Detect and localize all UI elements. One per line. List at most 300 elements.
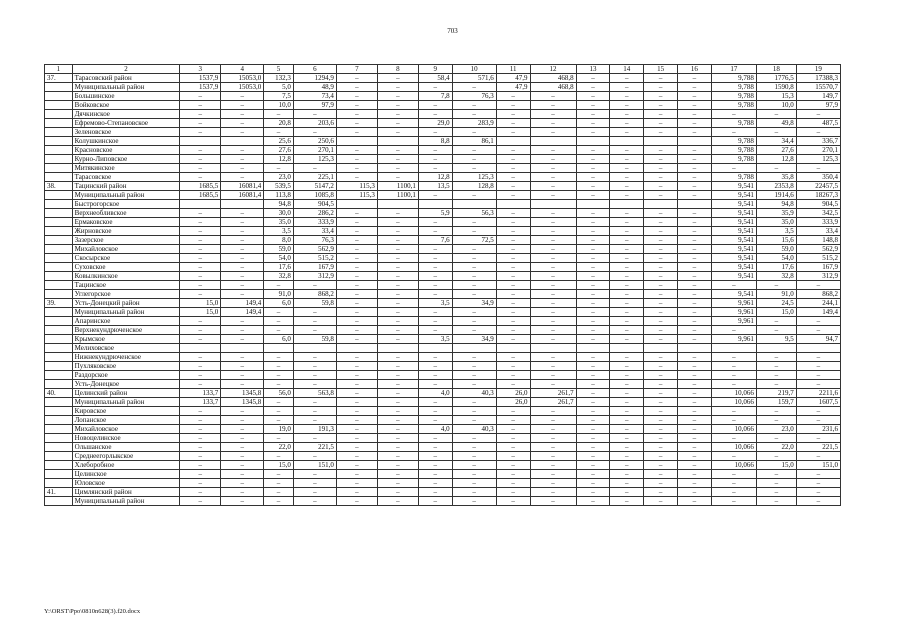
- value-cell: 23,0: [756, 425, 796, 434]
- row-name-cell: Войковское: [72, 101, 180, 110]
- value-cell: 149,4: [796, 308, 840, 317]
- value-cell: 10,066: [711, 461, 756, 470]
- table-row: [45, 299, 841, 308]
- row-name-cell: Дячкинское: [72, 110, 180, 119]
- row-number-cell: [45, 119, 73, 128]
- value-cell: 9,961: [711, 317, 756, 326]
- value-cell: 159,7: [756, 398, 796, 407]
- value-cell: –: [496, 290, 530, 299]
- value-cell: –: [336, 83, 377, 92]
- value-cell: –: [711, 371, 756, 380]
- value-cell: –: [377, 353, 418, 362]
- row-name-cell: Нижнекундрюченское: [72, 353, 180, 362]
- value-cell: [336, 200, 377, 209]
- value-cell: –: [711, 110, 756, 119]
- row-number-cell: [45, 272, 73, 281]
- value-cell: –: [496, 182, 530, 191]
- value-cell: –: [293, 371, 336, 380]
- row-number-cell: [45, 353, 73, 362]
- value-cell: 125,3: [796, 155, 840, 164]
- value-cell: –: [711, 380, 756, 389]
- value-cell: –: [180, 245, 221, 254]
- value-cell: –: [377, 263, 418, 272]
- value-cell: –: [576, 479, 610, 488]
- column-header: 13: [576, 65, 610, 74]
- value-cell: –: [377, 389, 418, 398]
- value-cell: –: [756, 164, 796, 173]
- value-cell: –: [756, 353, 796, 362]
- table-row: [45, 335, 841, 344]
- value-cell: –: [452, 290, 496, 299]
- row-name-cell: Митякинское: [72, 164, 180, 173]
- value-cell: –: [496, 263, 530, 272]
- value-cell: –: [644, 272, 678, 281]
- value-cell: 33,4: [796, 227, 840, 236]
- value-cell: –: [576, 128, 610, 137]
- value-cell: –: [711, 407, 756, 416]
- value-cell: 312,9: [796, 272, 840, 281]
- value-cell: –: [336, 470, 377, 479]
- value-cell: –: [796, 488, 840, 497]
- value-cell: –: [530, 416, 576, 425]
- value-cell: –: [221, 236, 264, 245]
- value-cell: –: [377, 461, 418, 470]
- value-cell: 115,3: [336, 191, 377, 200]
- value-cell: 167,9: [796, 263, 840, 272]
- value-cell: –: [610, 92, 644, 101]
- value-cell: –: [293, 353, 336, 362]
- value-cell: –: [576, 281, 610, 290]
- value-cell: –: [452, 380, 496, 389]
- value-cell: –: [496, 209, 530, 218]
- value-cell: 54,0: [264, 254, 294, 263]
- value-cell: 26,0: [496, 398, 530, 407]
- value-cell: –: [496, 164, 530, 173]
- value-cell: –: [293, 326, 336, 335]
- value-cell: –: [610, 227, 644, 236]
- row-name-cell: Муниципальный район: [72, 83, 180, 92]
- value-cell: 17,6: [756, 263, 796, 272]
- table-row: [45, 353, 841, 362]
- row-name-cell: Верхнеобливское: [72, 209, 180, 218]
- value-cell: –: [293, 164, 336, 173]
- value-cell: –: [576, 209, 610, 218]
- value-cell: –: [796, 479, 840, 488]
- value-cell: –: [221, 254, 264, 263]
- value-cell: –: [452, 110, 496, 119]
- value-cell: –: [452, 326, 496, 335]
- value-cell: –: [576, 236, 610, 245]
- value-cell: –: [610, 434, 644, 443]
- value-cell: –: [644, 254, 678, 263]
- value-cell: –: [610, 155, 644, 164]
- value-cell: –: [677, 83, 711, 92]
- value-cell: –: [264, 398, 294, 407]
- value-cell: 562,9: [293, 245, 336, 254]
- value-cell: –: [711, 497, 756, 506]
- value-cell: 286,2: [293, 209, 336, 218]
- value-cell: –: [576, 371, 610, 380]
- value-cell: 73,4: [293, 92, 336, 101]
- value-cell: 91,0: [264, 290, 294, 299]
- value-cell: –: [644, 83, 678, 92]
- value-cell: –: [180, 263, 221, 272]
- table-row: [45, 281, 841, 290]
- value-cell: –: [293, 434, 336, 443]
- value-cell: –: [180, 326, 221, 335]
- value-cell: 515,2: [293, 254, 336, 263]
- value-cell: 12,8: [418, 173, 452, 182]
- value-cell: –: [610, 380, 644, 389]
- value-cell: 3,5: [418, 335, 452, 344]
- value-cell: –: [377, 101, 418, 110]
- value-cell: –: [576, 227, 610, 236]
- value-cell: –: [576, 398, 610, 407]
- value-cell: 312,9: [293, 272, 336, 281]
- value-cell: 59,8: [293, 299, 336, 308]
- value-cell: –: [452, 83, 496, 92]
- value-cell: –: [576, 92, 610, 101]
- value-cell: 15053,0: [221, 74, 264, 83]
- value-cell: 191,3: [293, 425, 336, 434]
- value-cell: –: [677, 425, 711, 434]
- row-name-cell: Ковылкинское: [72, 272, 180, 281]
- value-cell: –: [377, 362, 418, 371]
- value-cell: –: [377, 425, 418, 434]
- value-cell: 29,0: [418, 119, 452, 128]
- value-cell: –: [293, 407, 336, 416]
- value-cell: –: [796, 434, 840, 443]
- table-row: [45, 146, 841, 155]
- value-cell: –: [418, 101, 452, 110]
- value-cell: –: [452, 128, 496, 137]
- value-cell: –: [180, 497, 221, 506]
- value-cell: 4,0: [418, 389, 452, 398]
- value-cell: –: [452, 416, 496, 425]
- value-cell: –: [377, 380, 418, 389]
- value-cell: –: [610, 101, 644, 110]
- value-cell: –: [610, 317, 644, 326]
- value-cell: –: [264, 308, 294, 317]
- row-number-cell: [45, 290, 73, 299]
- value-cell: –: [293, 110, 336, 119]
- value-cell: [530, 200, 576, 209]
- value-cell: –: [496, 335, 530, 344]
- value-cell: –: [418, 353, 452, 362]
- value-cell: –: [610, 281, 644, 290]
- value-cell: –: [644, 191, 678, 200]
- table-row: [45, 272, 841, 281]
- value-cell: 48,9: [293, 83, 336, 92]
- column-header: 9: [418, 65, 452, 74]
- table-row: [45, 200, 841, 209]
- value-cell: –: [576, 164, 610, 173]
- row-name-cell: Кировское: [72, 407, 180, 416]
- value-cell: –: [530, 380, 576, 389]
- value-cell: –: [677, 236, 711, 245]
- value-cell: –: [796, 416, 840, 425]
- value-cell: 1685,5: [180, 191, 221, 200]
- value-cell: –: [530, 290, 576, 299]
- value-cell: –: [336, 155, 377, 164]
- value-cell: –: [336, 389, 377, 398]
- value-cell: –: [576, 326, 610, 335]
- row-name-cell: Мелиховское: [72, 344, 180, 353]
- value-cell: –: [576, 146, 610, 155]
- value-cell: –: [496, 155, 530, 164]
- value-cell: 12,8: [264, 155, 294, 164]
- column-header: 6: [293, 65, 336, 74]
- value-cell: 9,788: [711, 101, 756, 110]
- value-cell: –: [677, 416, 711, 425]
- value-cell: –: [677, 146, 711, 155]
- value-cell: –: [644, 416, 678, 425]
- value-cell: 115,3: [336, 182, 377, 191]
- row-name-cell: Суховское: [72, 263, 180, 272]
- value-cell: 250,6: [293, 137, 336, 146]
- value-cell: [677, 344, 711, 353]
- value-cell: 342,5: [796, 209, 840, 218]
- value-cell: –: [221, 245, 264, 254]
- value-cell: –: [610, 362, 644, 371]
- value-cell: –: [496, 146, 530, 155]
- value-cell: –: [452, 317, 496, 326]
- value-cell: –: [264, 488, 294, 497]
- row-number-cell: [45, 317, 73, 326]
- value-cell: 7,6: [418, 236, 452, 245]
- value-cell: 2211,6: [796, 389, 840, 398]
- value-cell: –: [452, 443, 496, 452]
- value-cell: –: [610, 209, 644, 218]
- value-cell: –: [221, 101, 264, 110]
- value-cell: –: [377, 290, 418, 299]
- value-cell: –: [576, 173, 610, 182]
- row-number-cell: [45, 398, 73, 407]
- value-cell: –: [336, 299, 377, 308]
- value-cell: –: [264, 470, 294, 479]
- value-cell: –: [644, 452, 678, 461]
- value-cell: –: [610, 110, 644, 119]
- value-cell: –: [293, 470, 336, 479]
- value-cell: [264, 344, 294, 353]
- row-name-cell: Красновское: [72, 146, 180, 155]
- value-cell: –: [180, 281, 221, 290]
- column-header: 5: [264, 65, 294, 74]
- value-cell: 26,0: [496, 389, 530, 398]
- value-cell: 151,0: [293, 461, 336, 470]
- value-cell: –: [336, 110, 377, 119]
- value-cell: –: [530, 218, 576, 227]
- table-row: [45, 236, 841, 245]
- value-cell: 97,9: [796, 101, 840, 110]
- value-cell: –: [336, 407, 377, 416]
- value-cell: 9,541: [711, 227, 756, 236]
- value-cell: 562,9: [796, 245, 840, 254]
- value-cell: 3,5: [418, 299, 452, 308]
- value-cell: –: [644, 335, 678, 344]
- value-cell: –: [180, 380, 221, 389]
- value-cell: –: [756, 110, 796, 119]
- column-header: 10: [452, 65, 496, 74]
- value-cell: –: [796, 128, 840, 137]
- value-cell: –: [221, 416, 264, 425]
- row-name-cell: Ермаковское: [72, 218, 180, 227]
- value-cell: –: [677, 308, 711, 317]
- value-cell: –: [221, 263, 264, 272]
- value-cell: 30,0: [264, 209, 294, 218]
- value-cell: 15570,7: [796, 83, 840, 92]
- table-row: [45, 380, 841, 389]
- value-cell: –: [530, 299, 576, 308]
- row-number-cell: [45, 83, 73, 92]
- value-cell: –: [264, 380, 294, 389]
- column-header: 7: [336, 65, 377, 74]
- value-cell: –: [221, 110, 264, 119]
- table-row: [45, 254, 841, 263]
- value-cell: –: [677, 389, 711, 398]
- row-name-cell: Быстрогорское: [72, 200, 180, 209]
- table-row: [45, 497, 841, 506]
- value-cell: 487,5: [796, 119, 840, 128]
- row-number-cell: [45, 407, 73, 416]
- column-header: 8: [377, 65, 418, 74]
- value-cell: –: [756, 317, 796, 326]
- row-name-cell: Большинское: [72, 92, 180, 101]
- value-cell: –: [530, 407, 576, 416]
- value-cell: 58,4: [418, 74, 452, 83]
- value-cell: –: [452, 452, 496, 461]
- row-name-cell: Лопанское: [72, 416, 180, 425]
- value-cell: 35,9: [756, 209, 796, 218]
- value-cell: –: [576, 83, 610, 92]
- value-cell: –: [452, 281, 496, 290]
- value-cell: –: [336, 146, 377, 155]
- column-header: 12: [530, 65, 576, 74]
- value-cell: –: [221, 119, 264, 128]
- value-cell: 97,9: [293, 101, 336, 110]
- value-cell: –: [418, 479, 452, 488]
- value-cell: –: [530, 164, 576, 173]
- value-cell: –: [610, 83, 644, 92]
- value-cell: –: [530, 110, 576, 119]
- value-cell: 9,541: [711, 200, 756, 209]
- value-cell: –: [530, 146, 576, 155]
- value-cell: 47,9: [496, 83, 530, 92]
- value-cell: 7,5: [264, 92, 294, 101]
- value-cell: –: [756, 128, 796, 137]
- value-cell: –: [644, 434, 678, 443]
- value-cell: 9,541: [711, 290, 756, 299]
- value-cell: –: [496, 128, 530, 137]
- value-cell: –: [677, 119, 711, 128]
- value-cell: –: [496, 488, 530, 497]
- value-cell: –: [264, 479, 294, 488]
- value-cell: 1100,1: [377, 182, 418, 191]
- value-cell: 76,3: [293, 236, 336, 245]
- row-number-cell: [45, 425, 73, 434]
- row-number-cell: [45, 110, 73, 119]
- value-cell: 9,961: [711, 335, 756, 344]
- value-cell: –: [452, 479, 496, 488]
- value-cell: –: [796, 470, 840, 479]
- value-cell: –: [610, 461, 644, 470]
- value-cell: –: [377, 326, 418, 335]
- value-cell: –: [221, 407, 264, 416]
- value-cell: –: [711, 479, 756, 488]
- row-number-cell: [45, 416, 73, 425]
- value-cell: –: [677, 110, 711, 119]
- value-cell: –: [418, 83, 452, 92]
- row-name-cell: Юловское: [72, 479, 180, 488]
- value-cell: –: [610, 371, 644, 380]
- table-row: [45, 317, 841, 326]
- value-cell: 132,3: [264, 74, 294, 83]
- value-cell: 244,1: [796, 299, 840, 308]
- page-number: 703: [447, 27, 458, 35]
- value-cell: –: [418, 272, 452, 281]
- table-row: [45, 263, 841, 272]
- value-cell: –: [336, 101, 377, 110]
- value-cell: –: [796, 362, 840, 371]
- value-cell: –: [756, 434, 796, 443]
- value-cell: –: [452, 272, 496, 281]
- value-cell: 10,0: [756, 101, 796, 110]
- row-name-cell: Хлеборобное: [72, 461, 180, 470]
- value-cell: –: [221, 497, 264, 506]
- value-cell: 15,0: [180, 299, 221, 308]
- value-cell: –: [496, 101, 530, 110]
- value-cell: 15,0: [264, 461, 294, 470]
- value-cell: –: [530, 209, 576, 218]
- value-cell: –: [336, 461, 377, 470]
- value-cell: –: [677, 371, 711, 380]
- value-cell: 32,8: [756, 272, 796, 281]
- value-cell: –: [180, 335, 221, 344]
- value-cell: –: [677, 272, 711, 281]
- value-cell: –: [336, 272, 377, 281]
- value-cell: –: [452, 488, 496, 497]
- value-cell: –: [452, 470, 496, 479]
- value-cell: –: [796, 353, 840, 362]
- value-cell: –: [452, 191, 496, 200]
- value-cell: 125,3: [293, 155, 336, 164]
- table-row: [45, 173, 841, 182]
- value-cell: –: [610, 191, 644, 200]
- value-cell: 133,7: [180, 389, 221, 398]
- value-cell: –: [418, 155, 452, 164]
- column-header: 3: [180, 65, 221, 74]
- value-cell: –: [264, 434, 294, 443]
- value-cell: [452, 200, 496, 209]
- value-cell: –: [496, 119, 530, 128]
- value-cell: –: [377, 110, 418, 119]
- value-cell: –: [677, 128, 711, 137]
- table-row: [45, 218, 841, 227]
- value-cell: –: [610, 389, 644, 398]
- row-number-cell: [45, 236, 73, 245]
- value-cell: –: [644, 443, 678, 452]
- value-cell: –: [530, 488, 576, 497]
- value-cell: 94,8: [264, 200, 294, 209]
- value-cell: –: [264, 326, 294, 335]
- value-cell: –: [530, 263, 576, 272]
- value-cell: –: [418, 488, 452, 497]
- value-cell: –: [336, 254, 377, 263]
- value-cell: –: [530, 254, 576, 263]
- value-cell: –: [336, 398, 377, 407]
- value-cell: –: [610, 326, 644, 335]
- value-cell: –: [221, 488, 264, 497]
